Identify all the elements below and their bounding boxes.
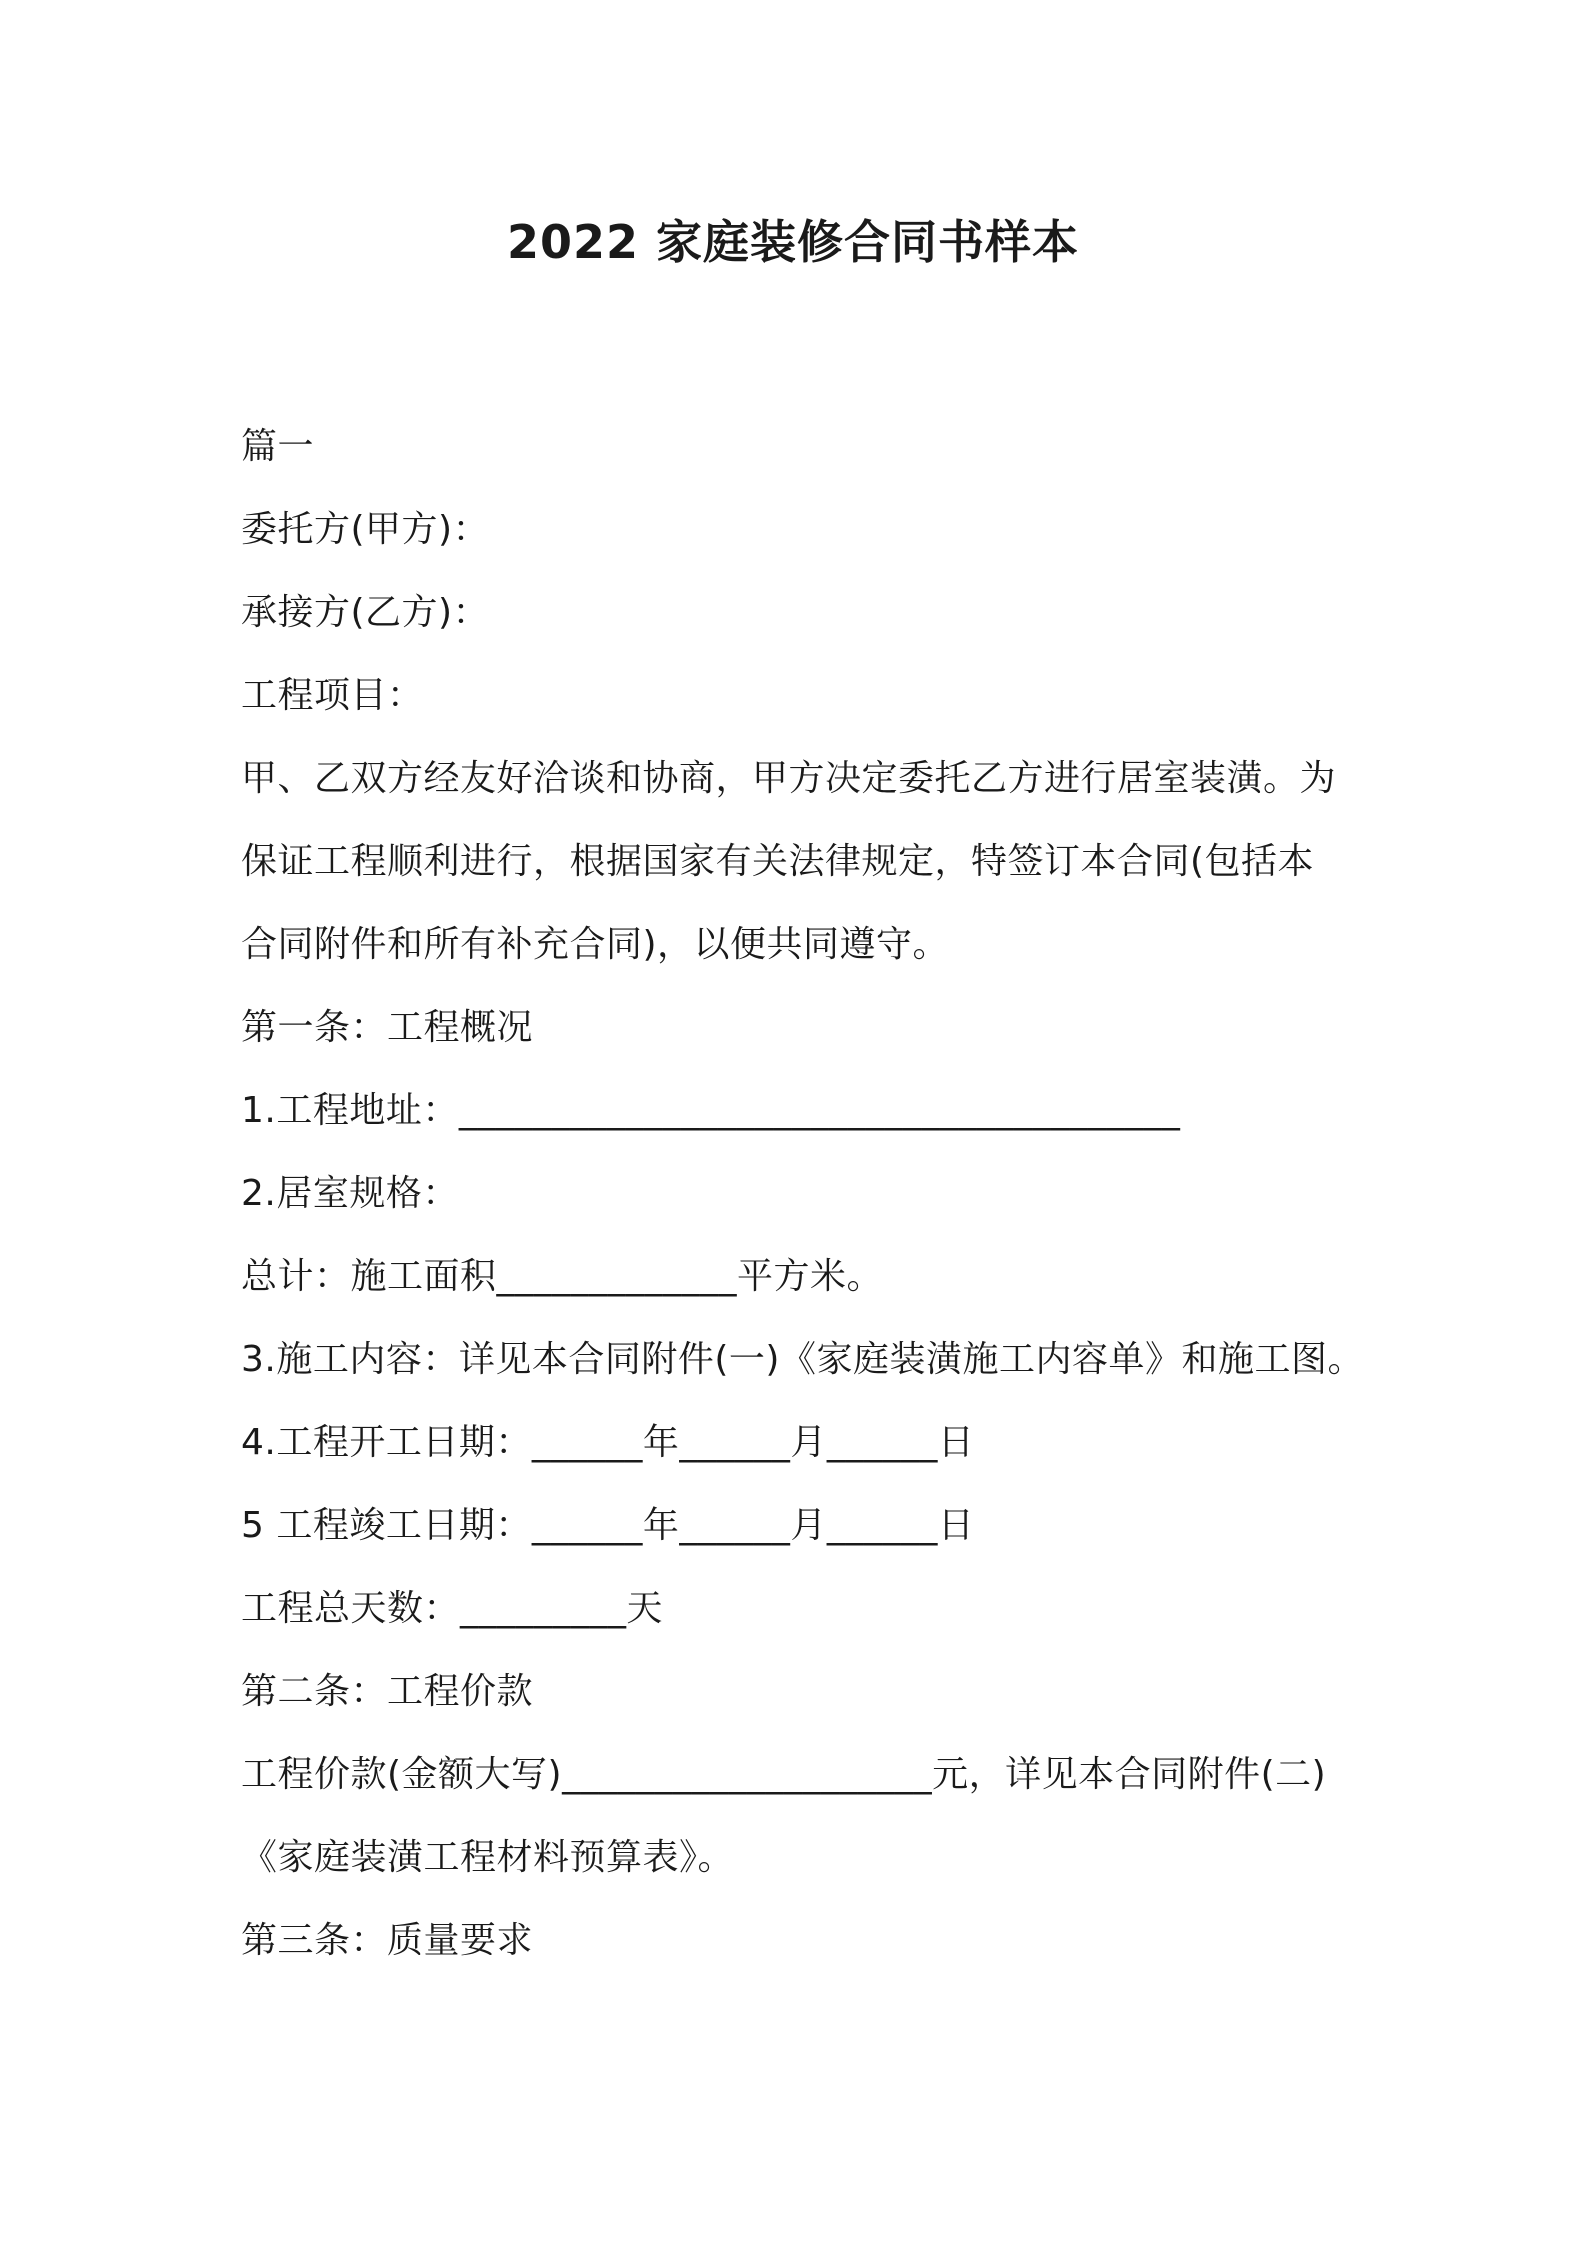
party-b-field: 承接方(乙方)： (241, 592, 490, 633)
completion-date-field: 5 工程竣工日期：______年______月______日 (241, 1505, 975, 1546)
document-title: 2022 家庭装修合同书样本 (506, 215, 1080, 269)
section-heading-part-one: 篇一 (241, 426, 315, 467)
start-date-field: 4.工程开工日期：______年______月______日 (241, 1422, 975, 1463)
document-body (241, 405, 1381, 1982)
project-price-field: 工程价款(金额大写)____________________元，详见本合同附件(二) (241, 1754, 1327, 1795)
construction-content-line: 3.施工内容：详见本合同附件(一)《家庭装潢施工内容单》和施工图。 (241, 1339, 1364, 1380)
project-name-field: 工程项目： (241, 675, 424, 716)
party-a-field: 委托方(甲方)： (241, 509, 490, 550)
preamble-line-2: 保证工程顺利进行，根据国家有关法律规定，特签订本合同(包括本 (241, 841, 1315, 882)
article-2-heading: 第二条：工程价款 (241, 1671, 534, 1712)
preamble-line-3: 合同附件和所有补充合同)，以便共同遵守。 (241, 924, 950, 965)
total-days-field: 工程总天数：_________天 (241, 1588, 664, 1629)
article-3-heading: 第三条：质量要求 (241, 1920, 534, 1961)
room-spec-field: 2.居室规格： (241, 1173, 459, 1214)
project-price-line-2: 《家庭装潢工程材料预算表》。 (241, 1837, 735, 1878)
article-1-heading: 第一条：工程概况 (241, 1007, 534, 1048)
construction-area-field: 总计：施工面积_____________平方米。 (241, 1256, 884, 1297)
project-address-field: 1.工程地址：_______________________________________ (241, 1090, 1181, 1131)
preamble-line-1: 甲、乙双方经友好洽谈和协商，甲方决定委托乙方进行居室装潢。为 (241, 758, 1337, 799)
